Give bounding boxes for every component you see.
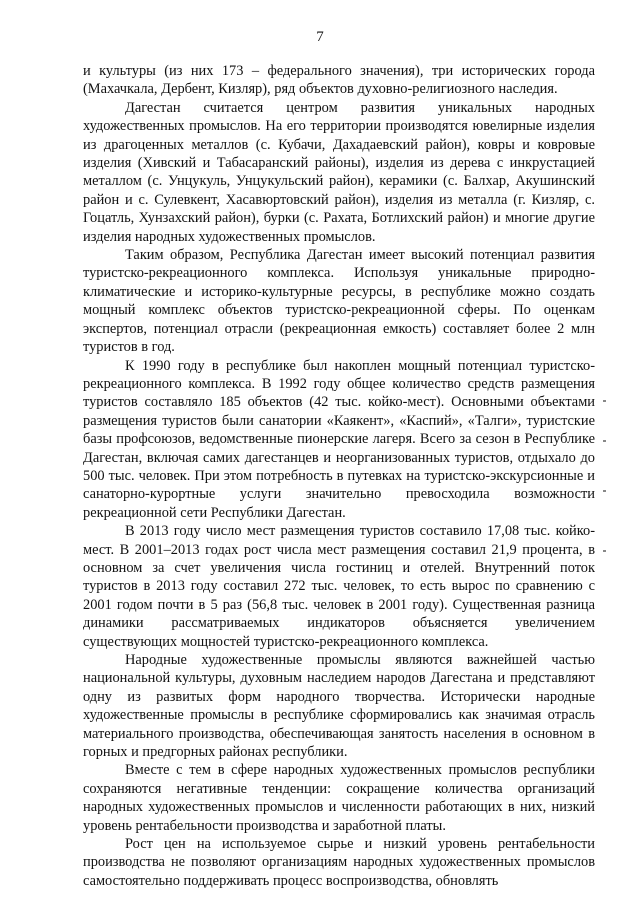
scan-margin-marks xyxy=(603,400,609,560)
paragraph-potential: Таким образом, Республика Дагестан имеет высокий потенциал развития туристско-рекреационного комплекса. Используя уникальные природно-климатические и историко-культурные ресурсы, в республике можно создать мощный комплекс объектов туристско-рекреационной сферы. По оценкам экспертов, потенциал отрасли (рекреационная емкость) составляет более 2 млн туристов в год. xyxy=(83,247,595,356)
paragraph-continuation: и культуры (из них 173 – федерального значения), три исторических города (Махачкала, Дербент, Кизляр), ряд объектов духовно-религиозного наследия. xyxy=(83,63,595,98)
paragraph-prices: Рост цен на используемое сырье и низкий уровень рентабельности производства не позволяют организациям народных художественных промыслов самостоятельно поддерживать процесс воспроизводства, обновлять xyxy=(83,836,595,889)
paragraph-crafts: Дагестан считается центром развития уникальных народных художественных промыслов. На его территории производятся ювелирные изделия из драгоценных металлов (с. Кубачи, Дахадаевский район), ковры и ковровые изделия (Хивский и Табасаранский районы), изделия из дерева с инкрустацией металлом (с. Унцукуль, Унцукульский район), керамики (с. Балхар, Акушинский район и с. Сулевкент, Хасавюртовский район), изделия из металла (г. Кизляр, с. Гоцатль, Хунзахский район), бурки (с. Рахата, Ботлихский район) и многие другие изделия народных художественных промыслов. xyxy=(83,99,595,245)
paragraph-negative-trends: Вместе с тем в сфере народных художественных промыслов республики сохраняются негативные тенденции: сокращение количества организаций народных художественных промыслов и численности работающих в них, низкий уровень рентабельности производства и заработной платы. xyxy=(83,762,595,834)
paragraph-folk-crafts: Народные художественные промыслы являются важнейшей частью национальной культуры, духовным наследием народов Дагестана и представляют одну из развитых форм народного творчества. Исторически народные художественные промыслы в республике сформировались как значимая отрасль материального производства, обеспечивающая занятость населения в основном в горных и предгорных районах республики. xyxy=(83,652,595,761)
paragraph-1990: К 1990 году в республике был накоплен мощный потенциал туристско-рекреационного комплекса. В 1992 году общее количество средств размещения туристов составляло 185 объектов (42 тыс. койко-мест). Основными объектами размещения туристов были санатории «Каякент», «Каспий», «Талги», туристские базы профсоюзов, ведомственные пионерские лагеря. Всего за сезон в Республике Дагестан, включая самих дагестанцев и неорганизованных туристов, отдыхало до 500 тыс. человек. При этом потребность в путевках на туристско-экскурсионные и санаторно-курортные услуги значительно превосходила возможности рекреационной сети Республики Дагестан. xyxy=(83,357,595,521)
paragraph-2013: В 2013 году число мест размещения туристов составило 17,08 тыс. койко-мест. В 2001–2013 годах рост числа мест размещения составил 21,9 процента, в основном за счет увеличения числа гостиниц и отелей. Внутренний поток туристов в 2013 году составил 272 тыс. человек, то есть вырос по сравнению с 2001 годом почти в 5 раз (56,8 тыс. человек в 2001 году). Существенная разница динамики рассматриваемых индикаторов объясняется увеличением существующих мощностей туристско-рекреационного комплекса. xyxy=(83,523,595,650)
body-text xyxy=(83,62,595,890)
page-number: 7 xyxy=(316,29,324,45)
